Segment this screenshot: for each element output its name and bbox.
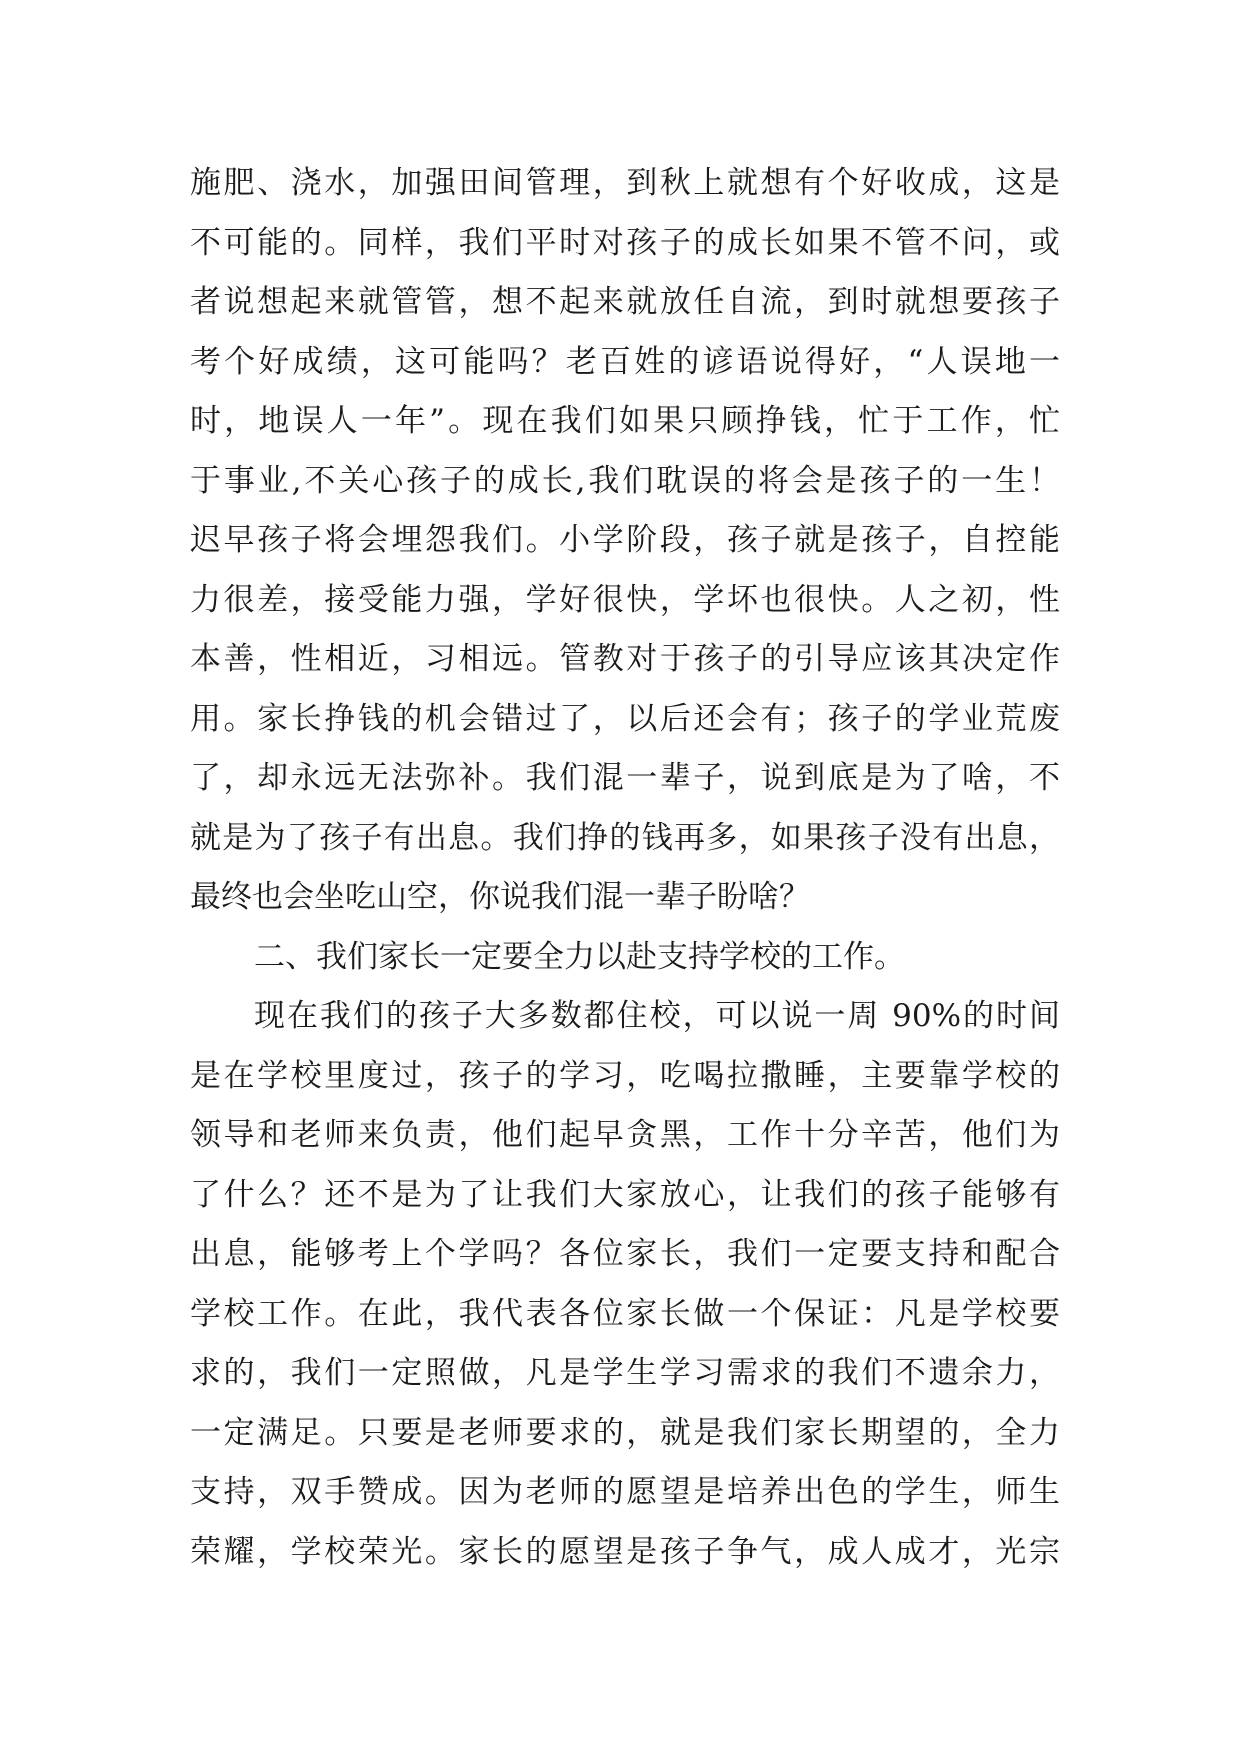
- text-line: 是在学校里度过，孩子的学习，吃喝拉撒睡，主要靠学校的: [190, 1057, 1060, 1094]
- text-line: 领导和老师来负责，他们起早贪黑，工作十分辛苦，他们为: [190, 1117, 1060, 1153]
- text-line: 荣耀，学校荣光。家长的愿望是孩子争气，成人成才，光宗: [190, 1533, 1060, 1570]
- text-line: 时，地误人一年”。现在我们如果只顾挣钱，忙于工作，忙: [190, 403, 1060, 439]
- text-line: 支持，双手赞成。因为老师的愿望是培养出色的学生，师生: [190, 1474, 1060, 1510]
- text-line: 就是为了孩子有出息。我们挣的钱再多，如果孩子没有出息，: [190, 819, 1060, 856]
- text-line: 求的，我们一定照做，凡是学生学习需求的我们不遗余力，: [190, 1355, 1060, 1391]
- text-line: 一定满足。只要是老师要求的，就是我们家长期望的，全力: [190, 1414, 1060, 1451]
- text-line: 学校工作。在此，我代表各位家长做一个保证：凡是学校要: [190, 1295, 1060, 1332]
- text-line: 了什么？还不是为了让我们大家放心，让我们的孩子能够有: [190, 1176, 1060, 1213]
- body-text: [190, 154, 1060, 1582]
- text-line: 现在我们的孩子大多数都住校，可以说一周 90%的时间: [254, 998, 1060, 1034]
- text-line: 不可能的。同样，我们平时对孩子的成长如果不管不问，或: [190, 224, 1060, 261]
- text-line: 施肥、浇水，加强田间管理，到秋上就想有个好收成，这是: [190, 165, 1060, 201]
- text-line: 本善，性相近，习相远。管教对于孩子的引导应该其决定作: [190, 641, 1060, 677]
- text-line: 迟早孩子将会埋怨我们。小学阶段，孩子就是孩子，自控能: [190, 522, 1060, 558]
- text-line: 出息，能够考上个学吗？各位家长，我们一定要支持和配合: [190, 1236, 1060, 1272]
- text-line: 于事业,不关心孩子的成长,我们耽误的将会是孩子的一生！: [190, 462, 1060, 499]
- text-line: 二、我们家长一定要全力以赴支持学校的工作。: [254, 938, 905, 975]
- text-line: 了，却永远无法弥补。我们混一辈子，说到底是为了啥，不: [190, 760, 1060, 796]
- text-line: 者说想起来就管管，想不起来就放任自流，到时就想要孩子: [190, 284, 1060, 320]
- text-line: 考个好成绩，这可能吗？老百姓的谚语说得好，“人误地一: [190, 343, 1060, 380]
- text-line: 最终也会坐吃山空，你说我们混一辈子盼啥？: [190, 879, 810, 915]
- text-line: 用。家长挣钱的机会错过了，以后还会有；孩子的学业荒废: [190, 700, 1060, 737]
- text-line: 力很差，接受能力强，学好很快，学坏也很快。人之初，性: [190, 581, 1060, 618]
